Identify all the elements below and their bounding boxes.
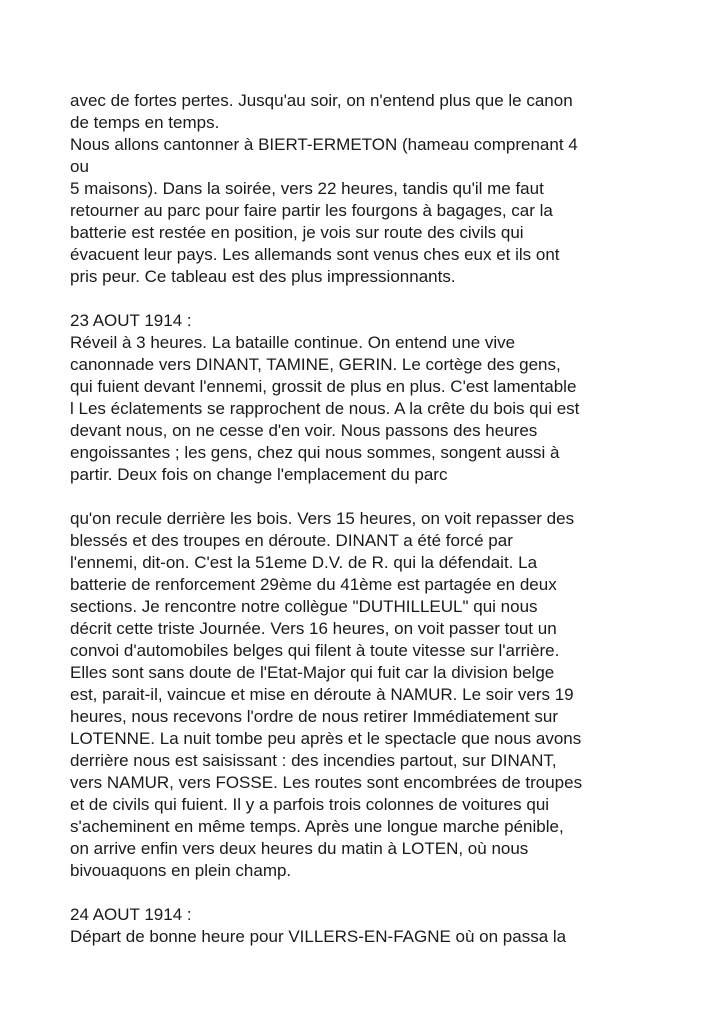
paragraph-spacer (70, 288, 670, 310)
text-line: blessés et des troupes en déroute. DINANT a été forcé par (70, 531, 513, 550)
text-line: convoi d'automobiles belges qui filent à toute vitesse sur l'arrière. (70, 641, 560, 660)
text-line: l'ennemi, dit-on. C'est la 51eme D.V. de R. qui la défendait. La (70, 553, 538, 572)
text-line: avec de fortes pertes. Jusqu'au soir, on n'entend plus que le canon (70, 91, 573, 110)
text-line: sections. Je rencontre notre collègue "DUTHILLEUL" qui nous (70, 597, 538, 616)
text-line: LOTENNE. La nuit tombe peu après et le spectacle que nous avons (70, 729, 582, 748)
text-line: pris peur. Ce tableau est des plus impressionnants. (70, 267, 456, 286)
text-line: heures, nous recevons l'ordre de nous retirer Immédiatement sur (70, 707, 558, 726)
text-line: Réveil à 3 heures. La bataille continue. On entend une vive (70, 333, 516, 352)
paragraph-3 (70, 508, 670, 882)
text-line: évacuent leur pays. Les allemands sont venus ches eux et ils ont (70, 245, 560, 264)
date-heading: 23 AOUT 1914 : (70, 311, 192, 330)
text-line: 5 maisons). Dans la soirée, vers 22 heures, tandis qu'il me faut (70, 179, 544, 198)
paragraph-spacer (70, 486, 670, 508)
text-line: retourner au parc pour faire partir les fourgons à bagages, car la (70, 201, 553, 220)
text-line: partir. Deux fois on change l'emplacement du parc (70, 465, 448, 484)
text-line: décrit cette triste Journée. Vers 16 heures, on voit passer tout un (70, 619, 557, 638)
paragraph-1 (70, 90, 670, 288)
date-heading: 24 AOUT 1914 : (70, 905, 192, 924)
text-line: batterie est restée en position, je vois sur route des civils qui (70, 223, 524, 242)
text-line: et de civils qui fuient. Il y a parfois trois colonnes de voitures qui (70, 795, 550, 814)
text-line: Elles sont sans doute de l'Etat-Major qui fuit car la division belge (70, 663, 555, 682)
paragraph-spacer (70, 882, 670, 904)
text-line: qu'on recule derrière les bois. Vers 15 heures, on voit repasser des (70, 509, 575, 528)
text-line: engoissantes ; les gens, chez qui nous sommes, songent aussi à (70, 443, 560, 462)
document-page (70, 90, 670, 948)
text-line: qui fuient devant l'ennemi, grossit de plus en plus. C'est lamentable (70, 377, 577, 396)
text-line: s'acheminent en même temps. Après une longue marche pénible, (70, 817, 564, 836)
text-line: on arrive enfin vers deux heures du matin à LOTEN, où nous (70, 839, 529, 858)
text-line: devant nous, on ne cesse d'en voir. Nous passons des heures (70, 421, 538, 440)
text-line: canonnade vers DINANT, TAMINE, GERIN. Le cortège des gens, (70, 355, 561, 374)
text-line: ou (70, 157, 89, 176)
text-line: de temps en temps. (70, 113, 220, 132)
text-line: derrière nous est saisissant : des incendies partout, sur DINANT, (70, 751, 557, 770)
text-line: bivouaquons en plein champ. (70, 861, 292, 880)
text-line: est, parait-il, vaincue et mise en déroute à NAMUR. Le soir vers 19 (70, 685, 574, 704)
text-line: Départ de bonne heure pour VILLERS-EN-FAGNE où on passa la (70, 927, 567, 946)
text-line: Nous allons cantonner à BIERT-ERMETON (hameau comprenant 4 (70, 135, 578, 154)
text-line: l Les éclatements se rapprochent de nous. A la crête du bois qui est (70, 399, 580, 418)
paragraph-4 (70, 904, 670, 948)
paragraph-2 (70, 310, 670, 486)
text-line: vers NAMUR, vers FOSSE. Les routes sont encombrées de troupes (70, 773, 583, 792)
text-line: batterie de renforcement 29ème du 41ème est partagée en deux (70, 575, 557, 594)
